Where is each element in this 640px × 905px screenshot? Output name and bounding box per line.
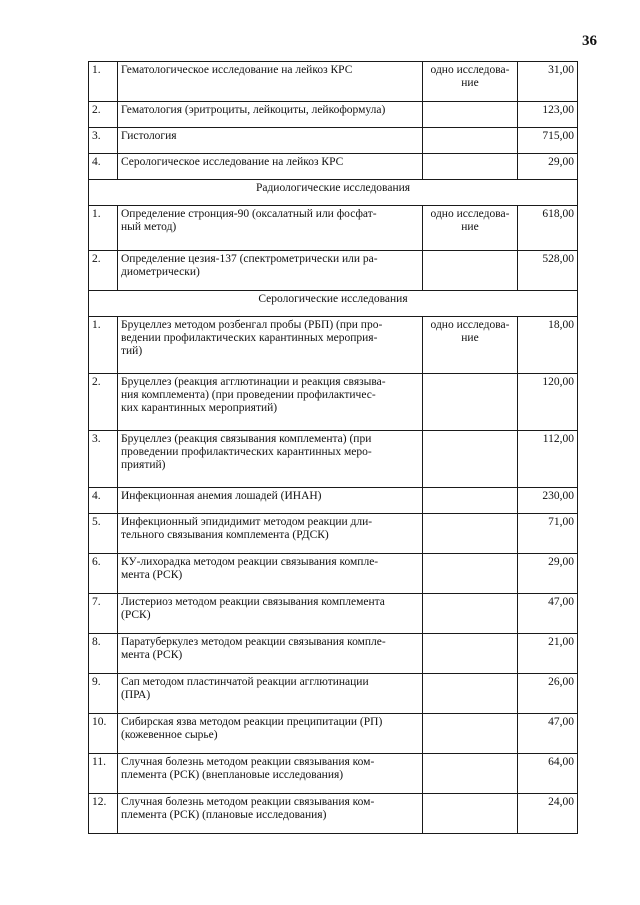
row-number: 4. [89,154,118,180]
section-title: Серологические исследования [89,291,578,317]
unit-cell: одно исследова- ние [423,206,518,251]
service-name: Гистология [118,128,423,154]
row-number: 3. [89,431,118,488]
service-name: Определение стронция-90 (оксалатный или фосфат- ный метод) [118,206,423,251]
service-name: КУ-лихорадка методом реакции связывания компле- мента (РСК) [118,554,423,594]
price-cell: 71,00 [518,514,578,554]
price-cell: 18,00 [518,317,578,374]
table-row [89,634,578,674]
unit-cell [423,714,518,754]
row-number: 1. [89,206,118,251]
service-name: Случная болезнь методом реакции связывания ком- племента (РСК) (плановые исследования) [118,794,423,834]
unit-cell [423,754,518,794]
price-cell: 528,00 [518,251,578,291]
table-row [89,317,578,374]
service-name: Сап методом пластинчатой реакции агглютинации (ПРА) [118,674,423,714]
unit-cell [423,374,518,431]
unit-cell [423,488,518,514]
price-cell: 29,00 [518,554,578,594]
unit-cell [423,102,518,128]
price-cell: 618,00 [518,206,578,251]
table-body [89,62,578,834]
service-name: Сибирская язва методом реакции преципитации (РП) (кожевенное сырье) [118,714,423,754]
row-number: 3. [89,128,118,154]
row-number: 12. [89,794,118,834]
table-row [89,488,578,514]
unit-cell [423,674,518,714]
row-number: 8. [89,634,118,674]
row-number: 1. [89,62,118,102]
row-number: 6. [89,554,118,594]
price-cell: 29,00 [518,154,578,180]
row-number: 7. [89,594,118,634]
table-row [89,674,578,714]
price-cell: 120,00 [518,374,578,431]
section-title: Радиологические исследования [89,180,578,206]
table-row [89,206,578,251]
table-row [89,754,578,794]
row-number: 9. [89,674,118,714]
row-number: 2. [89,374,118,431]
price-cell: 230,00 [518,488,578,514]
price-cell: 31,00 [518,62,578,102]
unit-cell: одно исследова- ние [423,62,518,102]
table-row [89,594,578,634]
table-row [89,514,578,554]
price-cell: 26,00 [518,674,578,714]
service-name: Гематологическое исследование на лейкоз КРС [118,62,423,102]
table-row [89,714,578,754]
page-number: 36 [582,33,597,49]
table-row [89,794,578,834]
row-number: 11. [89,754,118,794]
service-name: Паратуберкулез методом реакции связывания компле- мента (РСК) [118,634,423,674]
unit-cell [423,794,518,834]
service-name: Определение цезия-137 (спектрометрически или ра- диометрически) [118,251,423,291]
unit-cell [423,634,518,674]
unit-cell [423,251,518,291]
table-row [89,128,578,154]
price-cell: 47,00 [518,714,578,754]
table-row [89,431,578,488]
service-name: Листериоз методом реакции связывания комплемента (РСК) [118,594,423,634]
unit-cell [423,554,518,594]
service-name: Гематология (эритроциты, лейкоциты, лейкоформула) [118,102,423,128]
unit-cell [423,128,518,154]
row-number: 4. [89,488,118,514]
service-name: Случная болезнь методом реакции связывания ком- племента (РСК) (внеплановые исследования) [118,754,423,794]
table-row [89,251,578,291]
table-row [89,554,578,594]
price-cell: 47,00 [518,594,578,634]
unit-cell: одно исследова- ние [423,317,518,374]
price-cell: 24,00 [518,794,578,834]
table-row [89,62,578,102]
section-header-row [89,180,578,206]
price-cell: 21,00 [518,634,578,674]
row-number: 1. [89,317,118,374]
row-number: 10. [89,714,118,754]
price-cell: 64,00 [518,754,578,794]
price-cell: 715,00 [518,128,578,154]
price-table [88,61,578,834]
price-cell: 123,00 [518,102,578,128]
service-name: Бруцеллез (реакция агглютинации и реакция связыва- ния комплемента) (при проведении профилактичес- ких карантинных мероприятий) [118,374,423,431]
section-header-row [89,291,578,317]
service-name: Серологическое исследование на лейкоз КРС [118,154,423,180]
service-name: Инфекционный эпидидимит методом реакции дли- тельного связывания комплемента (РДСК) [118,514,423,554]
price-cell: 112,00 [518,431,578,488]
row-number: 5. [89,514,118,554]
unit-cell [423,594,518,634]
table-row [89,374,578,431]
row-number: 2. [89,251,118,291]
unit-cell [423,431,518,488]
service-name: Бруцеллез методом розбенгал пробы (РБП) (при про- ведении профилактических карантинных мероприя- тий) [118,317,423,374]
unit-cell [423,514,518,554]
table-row [89,154,578,180]
unit-cell [423,154,518,180]
row-number: 2. [89,102,118,128]
table-row [89,102,578,128]
service-name: Инфекционная анемия лошадей (ИНАН) [118,488,423,514]
service-name: Бруцеллез (реакция связывания комплемента) (при проведении профилактических карантинных меро- приятий) [118,431,423,488]
